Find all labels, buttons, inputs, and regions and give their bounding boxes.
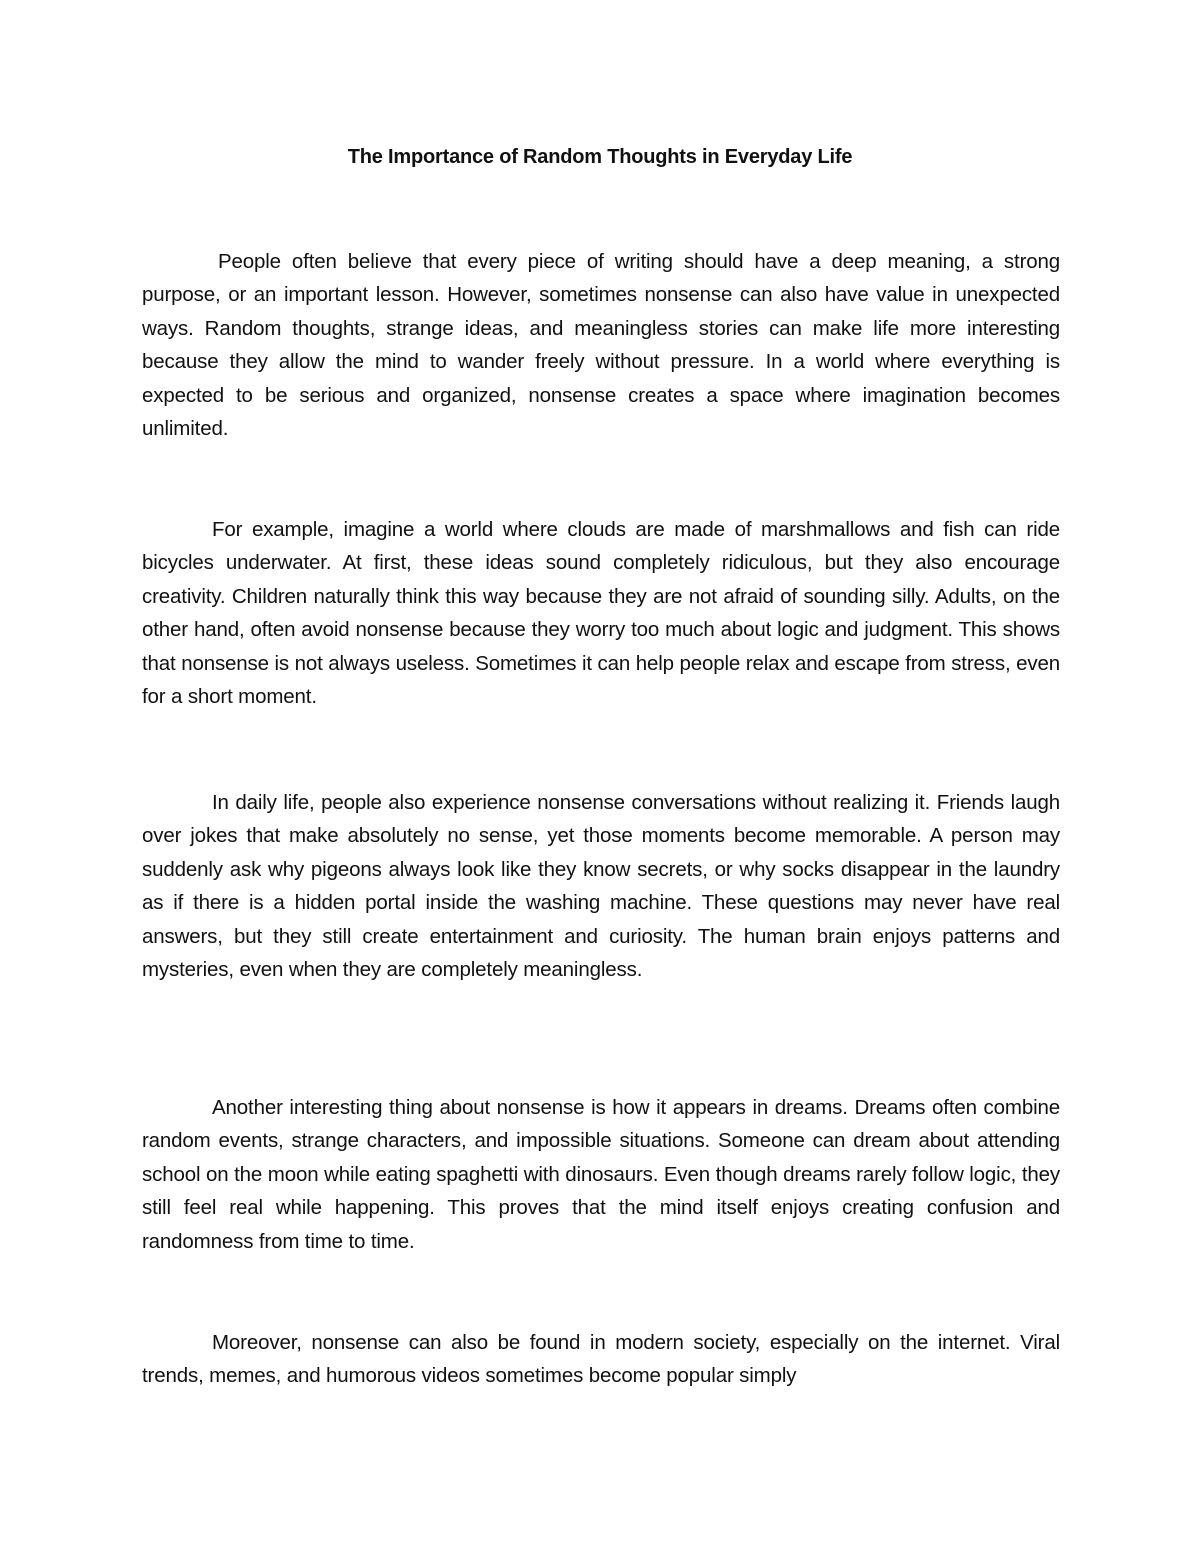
- paragraph-3: In daily life, people also experience nonsense conversations without realizing it. Friends laugh over jokes that make absolutely no sense, yet those moments become memorable. A person may suddenly ask why pigeons always look like they know secrets, or why socks disappear in the laundry as if there is a hidden portal inside the washing machine. These questions may never have real answers, but they still create entertainment and curiosity. The human brain enjoys patterns and mysteries, even when they are completely meaningless.: [142, 791, 1060, 982]
- paragraph-4: Another interesting thing about nonsense is how it appears in dreams. Dreams often combine random events, strange characters, and impossible situations. Someone can dream about attending school on the moon while eating spaghetti with dinosaurs. Even though dreams rarely follow logic, they still feel real while happening. This proves that the mind itself enjoys creating confusion and randomness from time to time.: [142, 1096, 1060, 1253]
- paragraph-2: For example, imagine a world where clouds are made of marshmallows and fish can ride bicycles underwater. At first, these ideas sound completely ridiculous, but they also encourage creativity. Children naturally think this way because they are not afraid of sounding silly. Adults, on the other hand, often avoid nonsense because they worry too much about logic and judgment. This shows that nonsense is not always useless. Sometimes it can help people relax and escape from stress, even for a short moment.: [142, 518, 1060, 709]
- paragraph-5: Moreover, nonsense can also be found in modern society, especially on the internet. Viral trends, memes, and humorous videos sometimes become popular simply: [142, 1331, 1060, 1388]
- document-title: The Importance of Random Thoughts in Everyday Life: [347, 146, 853, 168]
- paragraph-1: People often believe that every piece of writing should have a deep meaning, a strong purpose, or an important lesson. However, sometimes nonsense can also have value in unexpected ways. Random thoughts, strange ideas, and meaningless stories can make life more interesting because they allow the mind to wander freely without pressure. In a world where everything is expected to be serious and organized, nonsense creates a space where imagination becomes unlimited.: [142, 250, 1060, 441]
